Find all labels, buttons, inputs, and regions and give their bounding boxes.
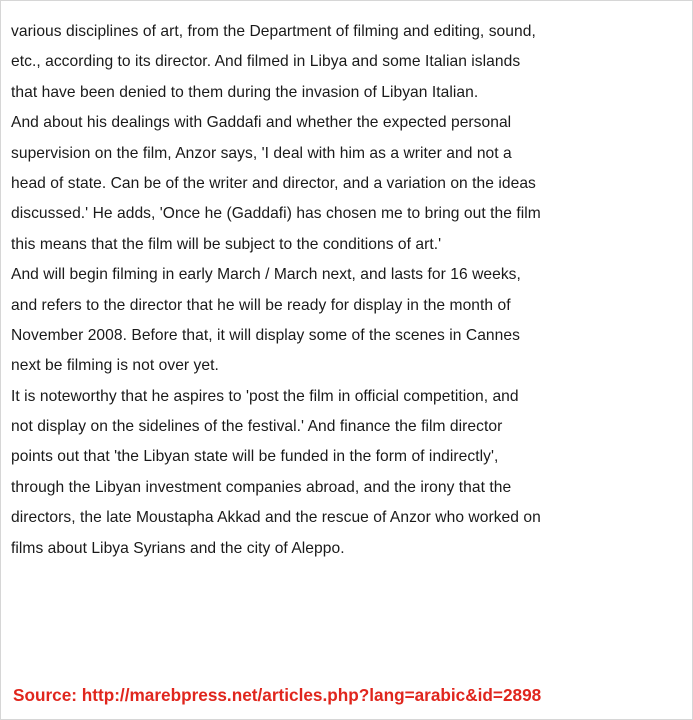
text-line: points out that 'the Libyan state will be funded in the form of indirectly',: [11, 448, 499, 466]
source-citation: Source: http://marebpress.net/articles.php?lang=arabic&id=2898: [13, 685, 542, 705]
text-line: that have been denied to them during the invasion of Libyan Italian.: [11, 83, 479, 101]
text-line: directors, the late Moustapha Akkad and the rescue of Anzor who worked on: [11, 509, 541, 527]
text-line: various disciplines of art, from the Department of filming and editing, sound,: [11, 23, 536, 40]
text-line: supervision on the film, Anzor says, 'I deal with him as a writer and not a: [11, 144, 512, 162]
text-line: It is noteworthy that he aspires to 'post the film in official competition, and: [11, 387, 519, 405]
text-line: etc., according to its director. And filmed in Libya and some Italian islands: [11, 53, 521, 71]
text-line: and refers to the director that he will be ready for display in the month of: [11, 296, 511, 314]
text-line: films about Libya Syrians and the city of Aleppo.: [11, 539, 345, 557]
text-line: And will begin filming in early March / March next, and lasts for 16 weeks,: [11, 266, 521, 284]
article-body: [11, 17, 687, 564]
text-line: head of state. Can be of the writer and director, and a variation on the ideas: [11, 174, 536, 192]
text-line: this means that the film will be subject to the conditions of art.': [11, 235, 442, 253]
text-line: And about his dealings with Gaddafi and whether the expected personal: [11, 114, 512, 132]
text-line: November 2008. Before that, it will display some of the scenes in Cannes: [11, 326, 520, 344]
text-line: through the Libyan investment companies abroad, and the irony that the: [11, 478, 512, 496]
text-line: not display on the sidelines of the festival.' And finance the film director: [11, 418, 503, 436]
text-line: discussed.' He adds, 'Once he (Gaddafi) has chosen me to bring out the film: [11, 205, 541, 223]
text-line: next be filming is not over yet.: [11, 357, 219, 375]
